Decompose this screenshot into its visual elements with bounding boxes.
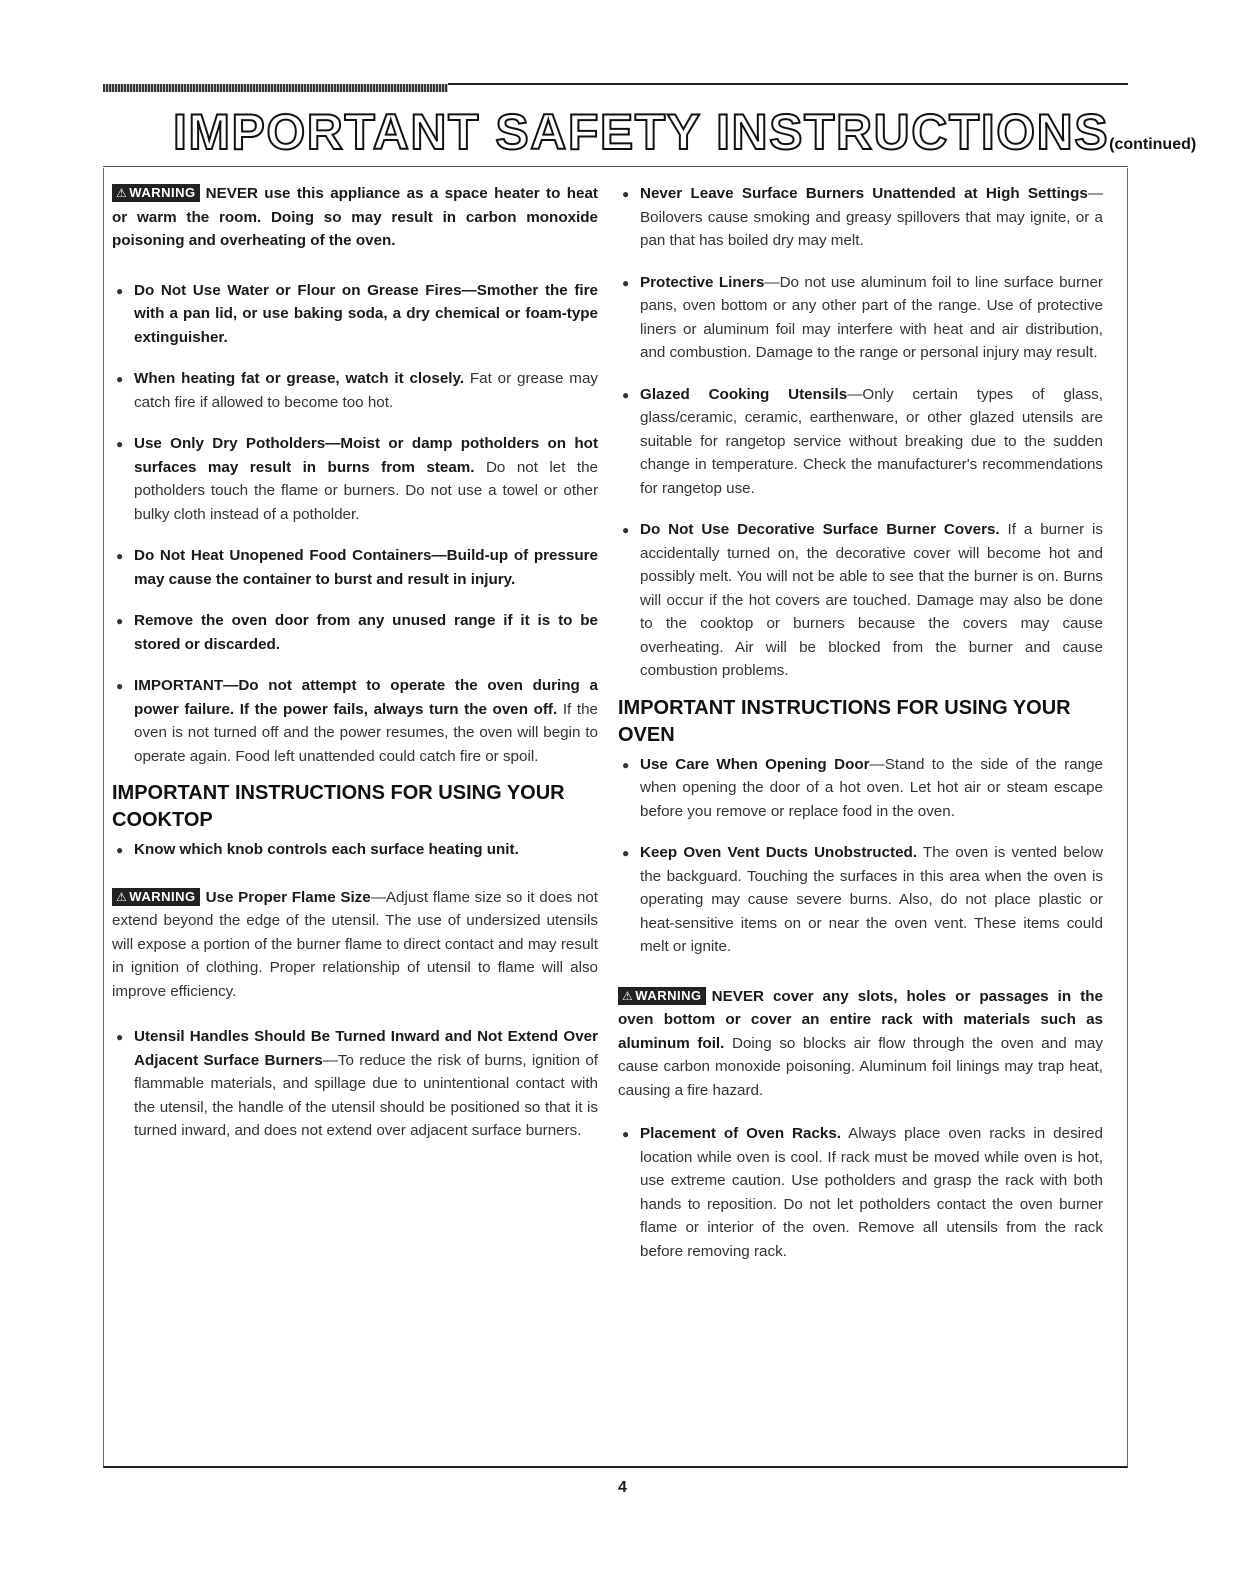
title-underline [103,166,1128,167]
warning-badge: ⚠ WARNING [618,987,706,1005]
bullet-icon: ● [622,387,630,402]
warning-triangle-icon: ⚠ [622,988,634,1003]
bullet-dry-potholders: ● Use Only Dry Potholders—Moist or damp potholders on hot surfaces may result in burns from steam. Do not let the potholders touch the flame or burners. Do not use a towel or other bulky cloth instead of a potholder. [116,435,599,523]
bullet-icon: ● [116,283,124,298]
bullet-icon: ● [116,437,124,451]
bullet-unopened-containers: ● Do Not Heat Unopened Food Containers—Build-up of pressure may cause the container to burst and result in injury. [116,547,598,588]
bullet-oven-racks: ● Placement of Oven Racks. Always place oven racks in desired location while oven is cool. If rack must be moved while oven is hot, use extreme caution. Use potholders and grasp the rack with both hands to reposition. Do not let potholders contact the oven burner flame or interior of the oven. Remove all utensils from the rack before removing rack. [622,1125,1103,1260]
bullet-icon: ● [622,187,630,201]
bullet-icon: ● [116,679,124,693]
bullet-icon: ● [622,523,630,537]
page-number: 4 [618,1479,627,1496]
bullet-opening-door: ● Use Care When Opening Door—Stand to the side of the range when opening the door of a hot oven. Let hot air or steam escape before you remove or replace food in the oven. [622,755,1103,820]
bullet-icon: ● [622,757,630,772]
bullet-power-failure: ● IMPORTANT—Do not attempt to operate the oven during a power failure. If the power fails, always turn the oven off. If the oven is not turned off and the power resumes, the oven will begin to operate again. Food left unattended could catch fire or spoil. [116,677,598,765]
heading-cooktop: IMPORTANT INSTRUCTIONS FOR USING YOUR COOKTOP [112,782,565,831]
left-column [112,182,598,1161]
bullet-heating-fat: ● When heating fat or grease, watch it closely. Fat or grease may catch fire if allowed to become too hot. [116,370,598,411]
bullet-icon: ● [116,843,124,857]
bullet-icon: ● [622,1127,630,1141]
bullet-icon: ● [116,549,124,563]
warning-badge: ⚠ WARNING [112,888,200,906]
bullet-icon: ● [116,372,124,386]
heading-oven: IMPORTANT INSTRUCTIONS FOR USING YOUR OVEN [618,696,1071,746]
page-title: IMPORTANT SAFETY INSTRUCTIONS(continued) [173,104,1197,160]
bullet-grease-fires: ● Do Not Use Water or Flour on Grease Fires—Smother the fire with a pan lid, or use baking soda, a dry chemical or foam-type extinguisher. [116,281,598,346]
bullet-glazed-utensils: ● Glazed Cooking Utensils—Only certain types of glass, glass/ceramic, ceramic, earthenware, or other glazed utensils are suitable for rangetop service without breaking due to the sudden change in temperature. Check the manufacturer's recommendations for rangetop use. [622,385,1103,497]
bullet-icon: ● [622,275,630,290]
header-rule-thin [448,83,1128,85]
warning-triangle-icon: ⚠ [116,186,128,200]
right-column [618,182,1103,1281]
continued-label: (continued) [1109,136,1197,153]
bullet-icon: ● [116,1030,124,1044]
warning-flame-size: ⚠ WARNING Use Proper Flame Size—Adjust flame size so it does not extend beyond the edge of the utensil. The use of undersized utensils will expose a portion of the burner flame to direct contact and may result in ignition of clothing. Proper relationship of utensil to flame will also improve efficiency. [112,888,598,1000]
bullet-utensil-handles: ● Utensil Handles Should Be Turned Inward and Not Extend Over Adjacent Surface Burners—To reduce the risk of burns, ignition of flammable materials, and spillage due to unintentional contact with the utensil, the handle of the utensil should be positioned so that it is turned inward, and does not extend over adjacent surface burners. [116,1028,599,1139]
bullet-icon: ● [116,614,124,628]
warning-badge: ⚠ WARNING [112,184,200,202]
bullet-remove-oven-door: ● Remove the oven door from any unused range if it is to be stored or discarded. [116,612,598,653]
bullet-decorative-covers: ● Do Not Use Decorative Surface Burner Covers. If a burner is accidentally turned on, the decorative cover will become hot and possibly melt. You will not be able to see that the burner is on. Burns will occur if the hot covers are touched. Damage may also be done to the cooktop or burners because the covers may cause overheating. Air will be blocked from the burner and cause combustion problems. [622,521,1103,679]
warning-aluminum-foil: ⚠ WARNING NEVER cover any slots, holes or passages in the oven bottom or cover an entire rack with materials such as aluminum foil. Doing so blocks air flow through the oven and may cause carbon monoxide poisoning. Aluminum foil linings may trap heat, causing a fire hazard. [618,987,1103,1099]
bullet-unattended-burners: ● Never Leave Surface Burners Unattended at High Settings—Boilovers cause smoking and greasy spillovers that may ignite, or a pan that has boiled dry may melt. [622,185,1103,249]
bullet-know-knob: ● Know which knob controls each surface heating unit. [112,838,598,862]
warning-triangle-icon: ⚠ [116,889,128,904]
warning-space-heater: ⚠ WARNING NEVER use this appliance as a space heater to heat or warm the room. Doing so may result in carbon monoxide poisoning and overheating of the oven. [112,185,598,249]
bullet-vent-ducts: ● Keep Oven Vent Ducts Unobstructed. The oven is vented below the backguard. Touching the surfaces in this area when the oven is operating may cause severe burns. Also, do not place plastic or heat-sensitive items on or near the oven vent. These items could melt or ignite. [622,844,1103,955]
bullet-protective-liners: ● Protective Liners—Do not use aluminum foil to line surface burner pans, oven bottom or any other part of the range. Use of protective liners or aluminum foil may interfere with heat and air distribution, and combustion. Damage to the range or personal injury may result. [622,273,1103,361]
bullet-icon: ● [622,846,630,860]
header-rule-thick [103,84,448,92]
